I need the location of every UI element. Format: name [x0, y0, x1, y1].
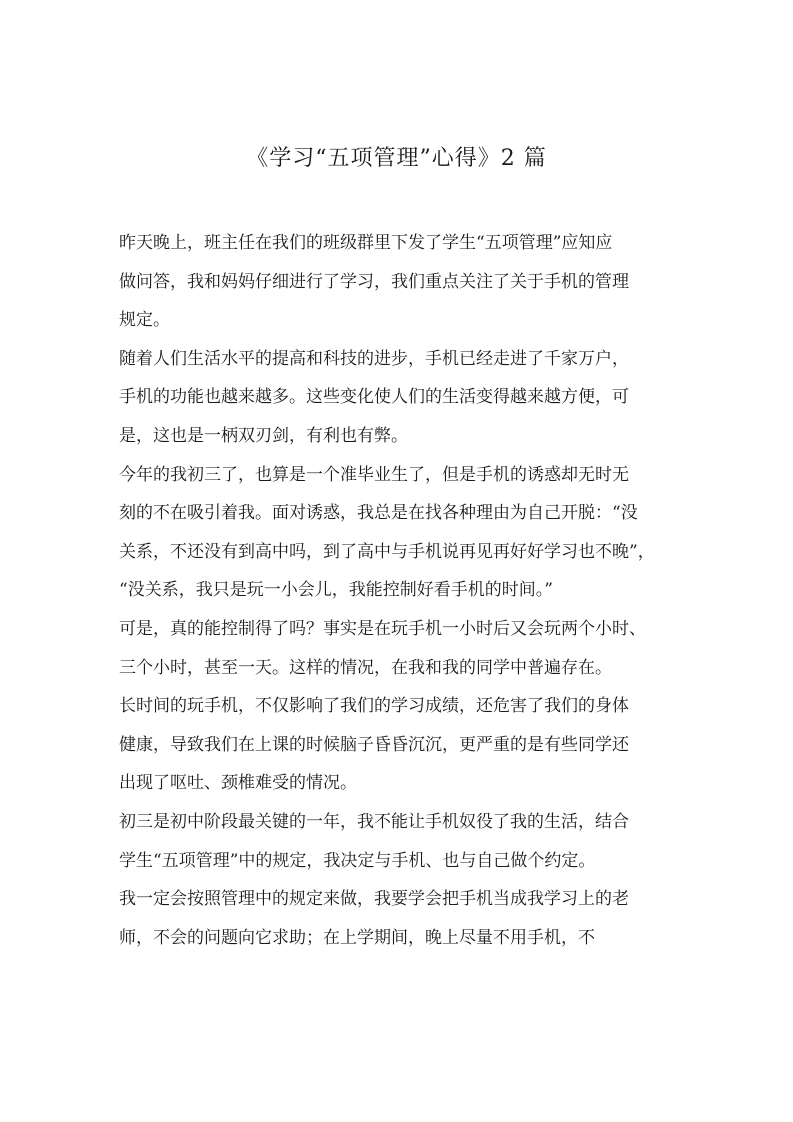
text-line: 昨天晚上，班主任在我们的班级群里下发了学生“五项管理”应知应: [119, 233, 613, 253]
text-line: 是，这也是一柄双刃剑，有利也有弊。: [119, 425, 408, 446]
text-line: 出现了呕吐、颈椎难受的情况。: [119, 773, 357, 794]
text-line: 今年的我初三了，也算是一个准毕业生了，但是手机的诱惑却无时无: [119, 464, 629, 485]
text-line: 随着人们生活水平的提高和科技的进步，手机已经走进了千家万户，: [119, 348, 629, 369]
text-line: 关系，不还没有到高中吗，到了高中与手机说再见再好好学习也不晚”，: [119, 541, 655, 562]
text-line: 我一定会按照管理中的规定来做，我要学会把手机当成我学习上的老: [119, 889, 629, 910]
text-line: 初三是初中阶段最关键的一年，我不能让手机奴役了我的生活，结合: [119, 811, 629, 832]
text-line: 健康，导致我们在上课的时候脑子昏昏沉沉，更严重的是有些同学还: [119, 734, 629, 755]
text-line: 学生“五项管理”中的规定，我决定与手机、也与自己做个约定。: [119, 850, 596, 871]
document-title: 《学习“五项管理”心得》2 篇: [246, 146, 547, 171]
text-line: “没关系，我只是玩一小会儿，我能控制好看手机的时间。”: [119, 580, 553, 601]
text-line: 手机的功能也越来越多。这些变化使人们的生活变得越来越方便，可: [119, 387, 629, 408]
text-line: 刻的不在吸引着我。面对诱惑，我总是在找各种理由为自己开脱：“没: [119, 503, 638, 524]
document-body: [119, 224, 679, 957]
text-line: 规定。: [119, 310, 170, 331]
text-line: 师，不会的问题向它求助；在上学期间，晚上尽量不用手机，不: [119, 927, 595, 948]
text-line: 长时间的玩手机，不仅影响了我们的学习成绩，还危害了我们的身体: [119, 696, 629, 717]
text-line: 可是，真的能控制得了吗？事实是在玩手机一小时后又会玩两个小时、: [119, 618, 646, 639]
text-line: 三个小时，甚至一天。这样的情况，在我和我的同学中普遍存在。: [119, 657, 612, 678]
text-line: 做问答，我和妈妈仔细进行了学习，我们重点关注了关于手机的管理: [119, 271, 629, 292]
